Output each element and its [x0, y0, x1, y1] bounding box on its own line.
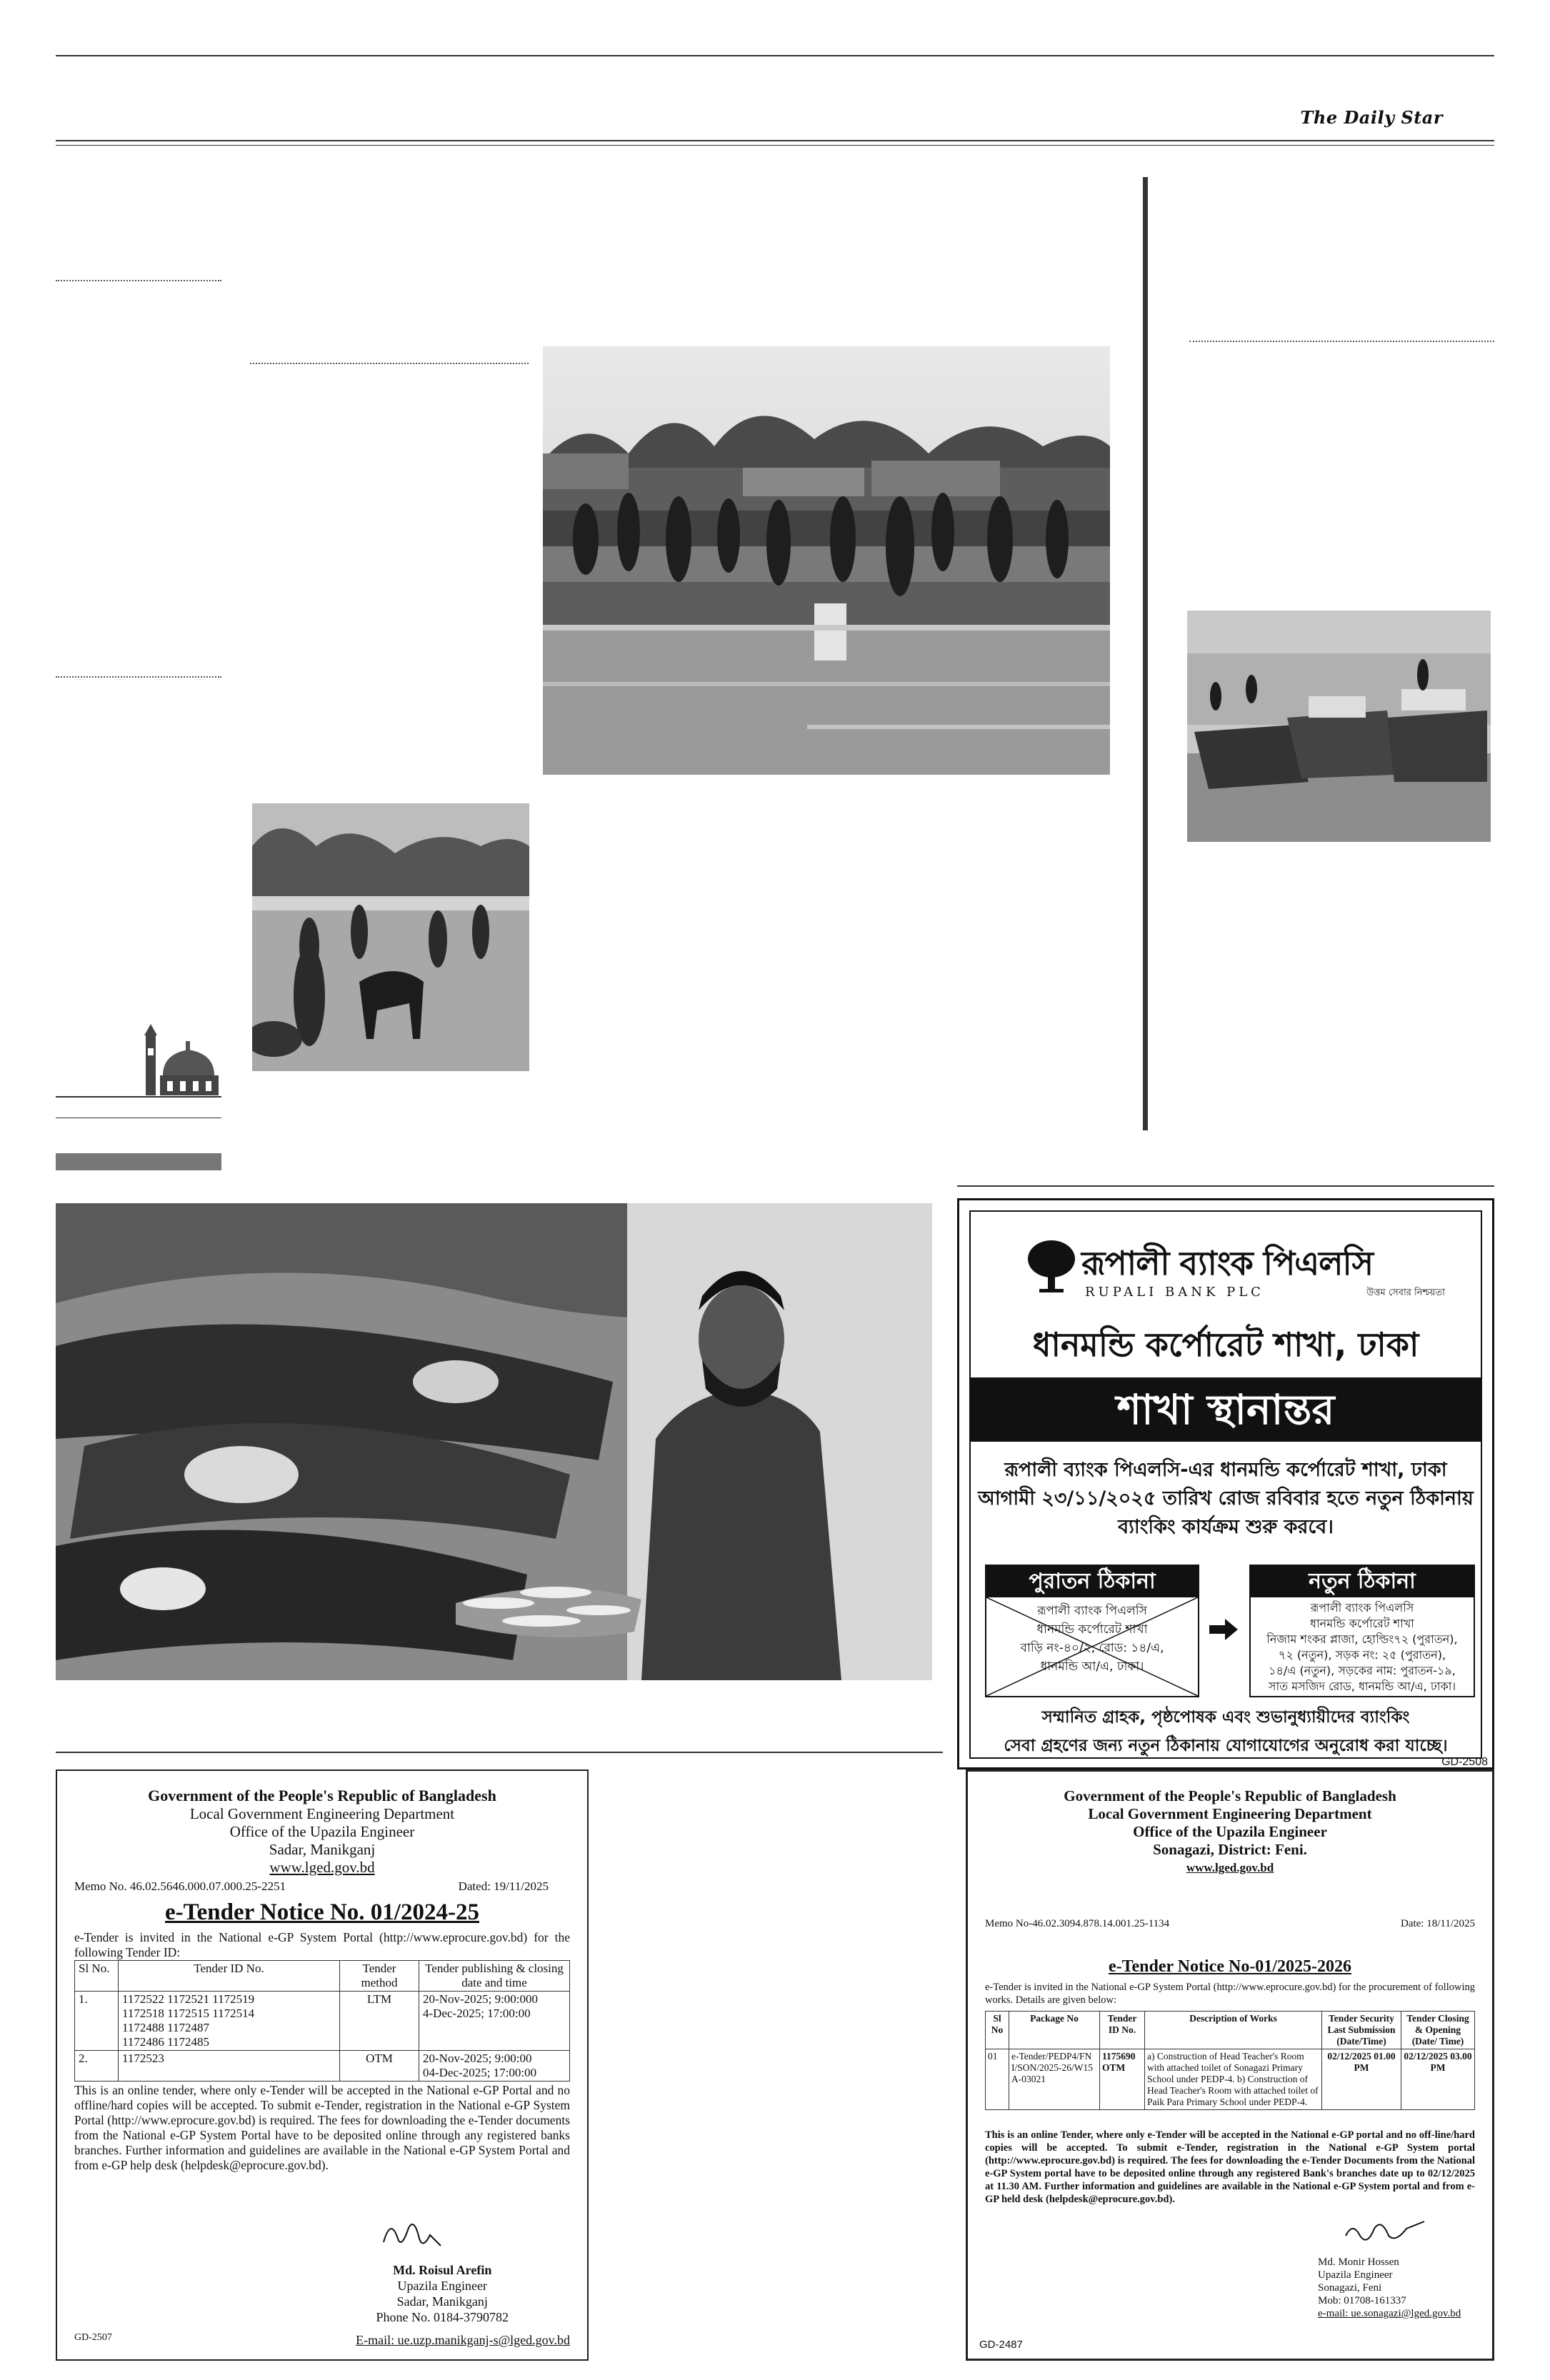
table-cell	[119, 2051, 340, 2082]
ad-border	[969, 1210, 1482, 1759]
tender-date: 20-Nov-2025; 9:00:00	[423, 2052, 532, 2065]
new-address-box	[1249, 1565, 1475, 1697]
memo-number: Memo No-46.02.3094.878.14.001.25-1134	[985, 1918, 1170, 1929]
signer-title: Upazila Engineer	[397, 2279, 487, 2293]
signer-place: Sonagazi, Feni	[1318, 2282, 1382, 2294]
relocation-banner: শাখা স্থানান্তর	[971, 1377, 1481, 1442]
table-cell: 01	[986, 2049, 1009, 2110]
address-line: ধানমন্ডি আ/এ, ঢাকা।	[1040, 1660, 1144, 1674]
table-cell: a) Construction of Head Teacher's Room with attached toilet of Sonagazi Primary School under PEDP-4. b) Construction of Head Teacher's Room with attached toilet of Paik Para Primary School under PEDP-4.	[1145, 2049, 1322, 2110]
message-line: আগামী ২৩/১১/২০২৫ তারিখ রোজ রবিবার হতে নতুন ঠিকানায়	[978, 1487, 1474, 1510]
notice-header	[74, 1787, 570, 1877]
new-address-title: নতুন ঠিকানা	[1251, 1566, 1474, 1597]
footer-message	[978, 1703, 1474, 1760]
ad-code: GD-2487	[979, 2339, 1023, 2351]
table-header: Tender Closing & Opening (Date/ Time)	[1401, 2012, 1475, 2049]
memo-date: Date: 18/11/2025	[1400, 1918, 1475, 1929]
table-header: Sl No	[986, 2012, 1009, 2049]
table-row	[986, 2049, 1475, 2110]
tender-table	[985, 2011, 1475, 2110]
arrow-right-icon	[1209, 1619, 1238, 1640]
boats-river-photo	[1187, 611, 1491, 842]
address-line: ৭২ (নতুন), সড়ক নং: ২৫ (পুরাতন),	[1278, 1648, 1446, 1662]
ad-code: GD-2508	[1441, 1756, 1488, 1768]
address-line: রূপালী ব্যাংক পিএলসি	[1037, 1604, 1147, 1618]
table-header: Description of Works	[1145, 2012, 1322, 2049]
notice-title: e-Tender Notice No. 01/2024-25	[165, 1899, 479, 1925]
header-rule-1	[56, 140, 1494, 141]
table-cell: 1175690 OTM	[1100, 2049, 1145, 2110]
table-header-row	[986, 2012, 1475, 2049]
tender-id: 1172486 1172485	[122, 2035, 209, 2049]
signer-email[interactable]: E-mail: ue.uzp.manikganj-s@lged.gov.bd	[356, 2333, 570, 2347]
table-header: Tender ID No.	[1100, 2012, 1145, 2049]
ad-code: GD-2507	[74, 2332, 112, 2343]
signature-mark	[380, 2214, 444, 2256]
memo-number: Memo No. 46.02.5646.000.07.000.25-2251	[74, 1879, 286, 1893]
table-header: Tender method	[340, 1961, 419, 1992]
notice-title: e-Tender Notice No-01/2025-2026	[1109, 1957, 1351, 1976]
office-name: Office of the Upazila Engineer	[229, 1823, 415, 1840]
section-rule	[957, 1185, 1494, 1187]
section-rule	[56, 1752, 943, 1753]
table-cell: 02/12/2025 01.00 PM	[1322, 2049, 1401, 2110]
grey-bar	[56, 1153, 221, 1170]
tender-notice-manikganj	[56, 1769, 589, 2361]
bank-slogan: উত্তম সেবার নিশ্চয়তা	[1366, 1287, 1445, 1298]
signer-place: Sadar, Manikganj	[396, 2294, 488, 2309]
masthead-logo: The Daily Star	[1300, 107, 1443, 128]
table-row	[75, 1992, 570, 2051]
table-header-row	[75, 1961, 570, 1992]
notice-body: This is an online tender, where only e-Tender will be accepted in the National e-GP Portal and no offline/hard copies will be accepted. To submit e-Tender, registration in the National e-GP System Portal (http://www.eprocure.gov.bd) is required. The fees for downloading the e-Tender documents from the National e-GP System Portal have to be deposited online through any registered banks branches. Further information and guidelines are available in the National e-GP System Portal and from e-GP help desk (helpdesk@eprocure.gov.bd).	[74, 2083, 570, 2172]
bank-relocation-ad	[957, 1198, 1494, 1769]
table-cell: 2.	[75, 2051, 119, 2082]
new-address-body	[1251, 1597, 1474, 1694]
tender-date: 20-Nov-2025; 9:00:000	[423, 1992, 539, 2006]
office-place: Sadar, Manikganj	[269, 1841, 376, 1858]
tender-id: 1172518 1172515 1172514	[122, 2007, 255, 2020]
office-name: Office of the Upazila Engineer	[1133, 1823, 1327, 1840]
signer-mobile: Mob: 01708-161337	[1318, 2295, 1406, 2306]
office-place: Sonagazi, District: Feni.	[1153, 1841, 1307, 1858]
tender-date: 04-Dec-2025; 17:00:00	[423, 2066, 537, 2079]
address-line: সাত মসজিদ রোড, ধানমন্ডি আ/এ, ঢাকা।	[1268, 1679, 1456, 1693]
old-address-box	[985, 1565, 1199, 1697]
message-line: রূপালী ব্যাংক পিএলসি-এর ধানমন্ডি কর্পোরেট শাখা, ঢাকা	[1004, 1459, 1447, 1481]
table-header: Tender ID No.	[119, 1961, 340, 1992]
old-address-body	[986, 1597, 1198, 1676]
notice-intro: e-Tender is invited in the National e-GP System Portal (http://www.eprocure.gov.bd) for the procurement of following works. Details are given below:	[985, 1982, 1475, 2006]
cattle-market-small-photo	[252, 803, 529, 1071]
tender-date: 4-Dec-2025; 17:00:00	[423, 2007, 531, 2020]
relocation-message	[978, 1456, 1474, 1542]
header-rule-2	[56, 145, 1494, 146]
table-header: Tender Security Last Submission (Date/Time)	[1322, 2012, 1401, 2049]
tree-logo-icon	[1026, 1237, 1076, 1293]
table-row	[75, 2051, 570, 2082]
mosque-icon	[143, 1020, 223, 1100]
bank-name-english: RUPALI BANK PLC	[1085, 1285, 1264, 1300]
right-column-divider	[1189, 341, 1494, 342]
address-line: রূপালী ব্যাংক পিএলসি	[1310, 1601, 1414, 1615]
table-cell: 1.	[75, 1992, 119, 2051]
address-line: ১৪/এ (নতুন), সড়কের নাম: পুরাতন-১৯,	[1269, 1664, 1456, 1677]
signer-phone: Phone No. 0184-3790782	[376, 2310, 509, 2324]
cattle-market-photo	[543, 346, 1110, 775]
signature-mark	[1342, 2214, 1428, 2250]
footer-line: সম্মানিত গ্রাহক, পৃষ্ঠপোষক এবং শুভানুধ্যায়ীদের ব্যাংকিং	[1041, 1708, 1410, 1727]
cross-out-icon	[986, 1597, 1198, 1696]
signature-block	[1318, 2256, 1461, 2320]
gov-name: Government of the People's Republic of Bangladesh	[1064, 1787, 1396, 1804]
address-line: নিজাম শংকর প্লাজা, হোল্ডিং৭২ (পুরাতন),	[1266, 1632, 1458, 1646]
notice-body: This is an online Tender, where only e-Tender will be accepted in the National e-GP portal and no off-line/hard copies will be accepted. To submit e-Tender, registration in the National e-GP System portal (http://www.eprocure.gov.bd) is required. The fees for downloading the e-Tender Documents from the National e-GP System portal have to be deposited online through any registered Bank's branches date up to 02/12/2025 at 11.30 AM. Further information and guidelines are available in the National e-GP System portal and from e-GP held desk (helpdesk@eprocure.gov.bd).	[985, 2129, 1475, 2205]
footer-line: সেবা গ্রহণের জন্য নতুন ঠিকানায় যোগাযোগের অনুরোধ করা যাচ্ছে।	[1004, 1737, 1448, 1755]
table-cell: LTM	[340, 1992, 419, 2051]
message-line: ব্যাংকিং কার্যক্রম শুরু করবে।	[1118, 1516, 1334, 1538]
table-cell: 02/12/2025 03.00 PM	[1401, 2049, 1475, 2110]
signature-block	[376, 2262, 509, 2325]
table-header: Tender publishing & closing date and time	[419, 1961, 570, 1992]
tender-notice-sonagazi	[966, 1769, 1494, 2361]
memo-line	[985, 1918, 1475, 1930]
left-column-divider	[56, 676, 221, 678]
table-cell: OTM	[340, 2051, 419, 2082]
table-cell: e-Tender/PEDP4/FNI/SON/2025-26/W15A-03021	[1009, 2049, 1100, 2110]
tender-id: 1172522 1172521 1172519	[122, 1992, 255, 2006]
signer-name: Md. Monir Hossen	[1318, 2256, 1399, 2268]
tender-table	[74, 1960, 570, 2082]
website-link[interactable]: www.lged.gov.bd	[269, 1859, 375, 1876]
fish-seller-photo	[56, 1203, 932, 1680]
signer-title: Upazila Engineer	[1318, 2269, 1393, 2281]
notice-header	[985, 1787, 1475, 1877]
column-divider	[250, 363, 529, 364]
tender-id: 1172523	[122, 2052, 164, 2065]
top-rule	[56, 55, 1494, 56]
table-cell	[119, 1992, 340, 2051]
table-header: Package No	[1009, 2012, 1100, 2049]
branch-name: ধানমন্ডি কর্পোরেট শাখা, ঢাকা	[1032, 1325, 1419, 1364]
table-cell	[419, 1992, 570, 2051]
gov-name: Government of the People's Republic of Bangladesh	[148, 1787, 496, 1804]
table-header: Sl No.	[75, 1961, 119, 1992]
address-line: ধানমন্ডি কর্পোরেট শাখা	[1036, 1622, 1148, 1637]
memo-date: Dated: 19/11/2025	[458, 1879, 549, 1893]
bank-name-bangla: রূপালী ব্যাংক পিএলসি	[1081, 1244, 1373, 1282]
website-link[interactable]: www.lged.gov.bd	[1186, 1861, 1274, 1874]
left-column-divider	[56, 280, 221, 281]
dept-name: Local Government Engineering Department	[189, 1805, 455, 1822]
old-address-title: পুরাতন ঠিকানা	[986, 1566, 1198, 1597]
memo-line	[74, 1879, 570, 1894]
signer-name: Md. Roisul Arefin	[393, 2263, 492, 2277]
tender-id: 1172488 1172487	[122, 2021, 209, 2034]
notice-intro: e-Tender is invited in the National e-GP System Portal (http://www.eprocure.gov.bd) for the following Tender ID:	[74, 1930, 570, 1959]
table-cell	[419, 2051, 570, 2082]
dept-name: Local Government Engineering Department	[1088, 1805, 1372, 1822]
address-line: ধানমন্ডি কর্পোরেট শাখা	[1310, 1617, 1414, 1630]
address-line: বাড়ি নং-৪০/২, রোড: ১৪/এ,	[1020, 1641, 1164, 1655]
signer-email[interactable]: e-mail: ue.sonagazi@lged.gov.bd	[1318, 2308, 1461, 2319]
vertical-column-rule	[1143, 177, 1148, 1130]
